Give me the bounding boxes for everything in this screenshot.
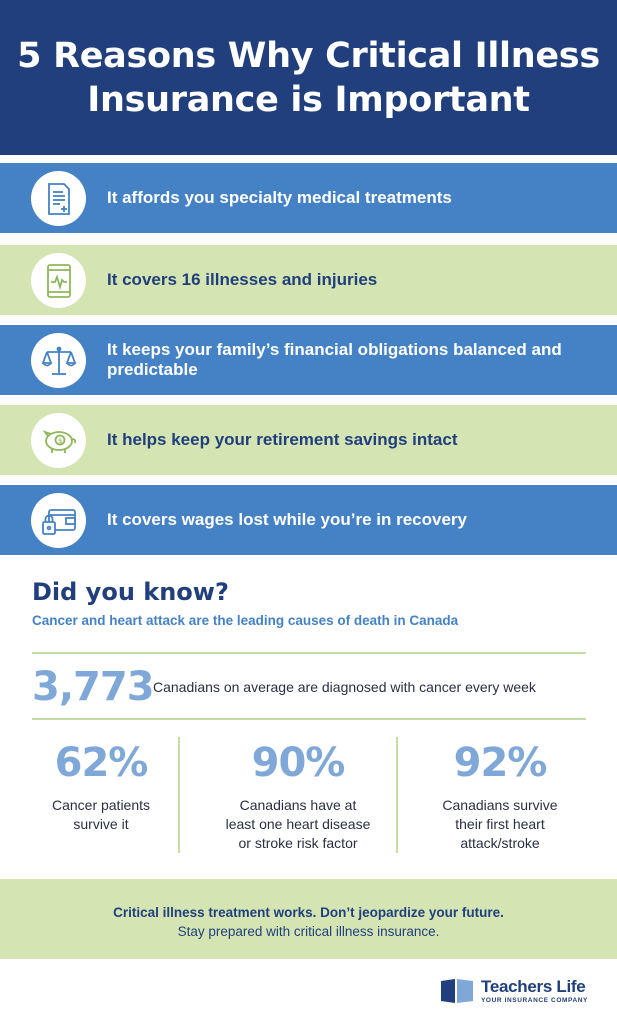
page-title bbox=[14, 34, 604, 122]
reason-row-3 bbox=[0, 325, 617, 395]
stat-desc-1-line-1: Cancer patients bbox=[51, 797, 151, 813]
reason-row-5 bbox=[0, 485, 617, 555]
stat-desc-2-line-3: or stroke risk factor bbox=[238, 835, 358, 851]
reason-row-1 bbox=[0, 163, 617, 233]
big-stat-description: Canadians on average are diagnosed with cancer every week bbox=[153, 679, 536, 695]
teachers-life-logo bbox=[440, 975, 600, 1011]
book-logo-icon bbox=[440, 977, 474, 1005]
divider-bottom bbox=[32, 718, 586, 720]
stat-desc-2-line-1: Canadians have at bbox=[239, 797, 357, 813]
footer-callout bbox=[0, 879, 617, 959]
stat-desc-1-line-2: survive it bbox=[73, 816, 129, 832]
stat-desc-1 bbox=[22, 796, 180, 834]
footer-line-1: Critical illness treatment works. Don’t jeopardize your future. bbox=[113, 905, 504, 920]
did-you-know-title: Did you know? bbox=[32, 578, 229, 606]
piggy-bank-icon bbox=[31, 413, 86, 468]
stat-value-3: 92% bbox=[453, 740, 547, 786]
divider-top bbox=[32, 652, 586, 654]
logo-name: Teachers Life bbox=[481, 977, 586, 996]
stat-desc-3 bbox=[410, 796, 590, 853]
stat-column-2 bbox=[200, 740, 396, 852]
stat-value-2: 90% bbox=[251, 740, 345, 786]
stat-separator-1 bbox=[178, 737, 180, 853]
footer-line-2: Stay prepared with critical illness insurance. bbox=[177, 924, 440, 939]
logo-tagline: YOUR INSURANCE COMPANY bbox=[481, 997, 588, 1004]
stat-value-1: 62% bbox=[54, 740, 148, 786]
reason-row-4 bbox=[0, 405, 617, 475]
header-banner bbox=[0, 0, 617, 155]
reason-label-2: It covers 16 illnesses and injuries bbox=[107, 270, 378, 289]
stat-separator-2 bbox=[396, 737, 398, 853]
reason-row-2 bbox=[0, 245, 617, 315]
did-you-know-subtitle: Cancer and heart attack are the leading causes of death in Canada bbox=[32, 613, 459, 628]
tablet-heartbeat-icon bbox=[31, 253, 86, 308]
reason-label-5: It covers wages lost while you’re in recovery bbox=[107, 510, 467, 529]
medical-document-icon bbox=[31, 171, 86, 226]
title-line-1: 5 Reasons Why Critical Illness bbox=[17, 35, 600, 76]
stat-desc-2 bbox=[200, 796, 396, 853]
stat-desc-3-line-2: their first heart bbox=[455, 816, 545, 832]
title-line-2: Insurance is Important bbox=[87, 79, 530, 120]
stat-column-1 bbox=[22, 740, 180, 852]
svg-text:$: $ bbox=[57, 436, 62, 445]
reason-label-1: It affords you specialty medical treatments bbox=[107, 188, 452, 207]
stat-desc-2-line-2: least one heart disease bbox=[225, 816, 371, 832]
reason-label-4: It helps keep your retirement savings intact bbox=[107, 430, 458, 449]
balance-scale-icon bbox=[31, 333, 86, 388]
stat-desc-3-line-1: Canadians survive bbox=[442, 797, 558, 813]
stat-desc-3-line-3: attack/stroke bbox=[460, 835, 540, 851]
wallet-lock-icon bbox=[31, 493, 86, 548]
reason-label-3: It keeps your family’s financial obligations balanced and predictable bbox=[107, 340, 562, 379]
big-stat-value: 3,773 bbox=[32, 664, 154, 710]
stat-column-3 bbox=[410, 740, 590, 852]
